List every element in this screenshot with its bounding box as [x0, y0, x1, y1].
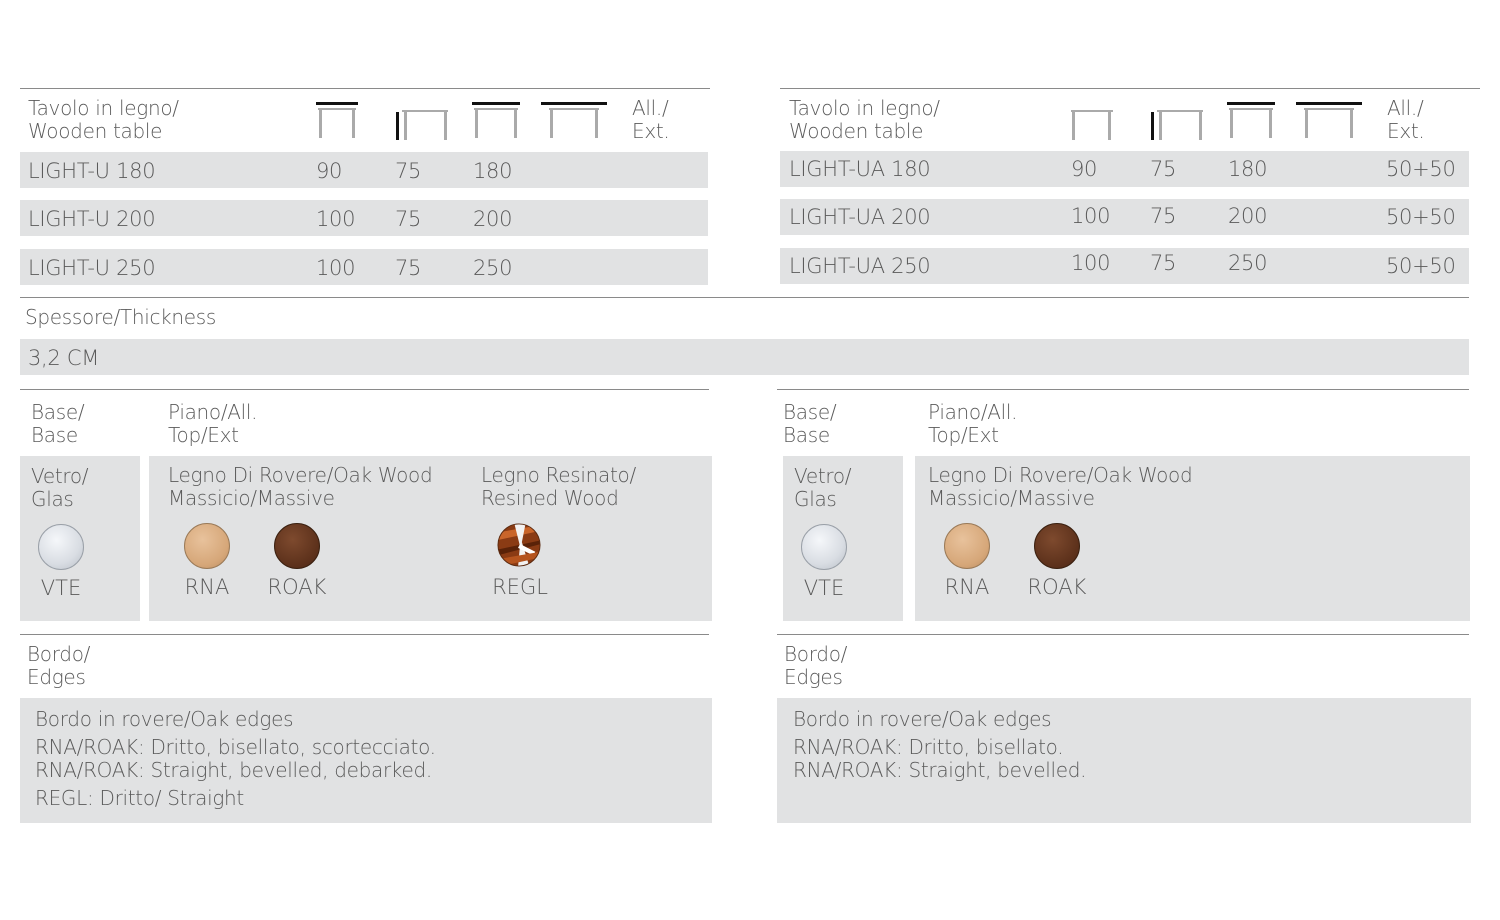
leg-value: 75 — [395, 207, 422, 231]
glass-swatch[interactable] — [38, 524, 84, 570]
model-name: LIGHT-U 250 — [28, 256, 156, 280]
base-material-label: Vetro/ Glas — [794, 464, 852, 511]
left-table-top-rule — [20, 88, 710, 89]
left-finishes-rule — [20, 389, 709, 390]
height-value: 90 — [1071, 157, 1098, 181]
edges-line: RNA/ROAK: Dritto, bisellato. — [793, 735, 1064, 759]
oak-wood-group-label: Legno Di Rovere/Oak Wood Massicio/Massive — [928, 463, 1193, 510]
edges-line: RNA/ROAK: Straight, bevelled, debarked. — [35, 758, 432, 782]
length-value: 200 — [1228, 204, 1268, 228]
left-table-header: Tavolo in legno/ Wooden table — [28, 96, 179, 143]
model-name: LIGHT-UA 250 — [789, 254, 931, 278]
top-label: Piano/All. Top/Ext — [928, 400, 1018, 447]
model-name: LIGHT-U 180 — [28, 159, 156, 183]
length-value: 250 — [1228, 251, 1268, 275]
leg-value: 75 — [1150, 204, 1177, 228]
leg-value: 75 — [1150, 251, 1177, 275]
edges-line: REGL: Dritto/ Straight — [35, 786, 244, 810]
table-frame-icon — [1071, 108, 1113, 140]
thickness-label: Spessore/Thickness — [25, 305, 217, 329]
swatch-code: REGL — [492, 575, 548, 599]
length-value: 180 — [473, 159, 513, 183]
ext-value: 50+50 — [1386, 157, 1456, 181]
top-label: Piano/All. Top/Ext — [168, 400, 258, 447]
edges-line: RNA/ROAK: Straight, bevelled. — [793, 758, 1087, 782]
right-table-top-rule — [780, 88, 1480, 89]
table-height-with-leg-icon — [1151, 108, 1205, 140]
right-finishes-rule — [777, 389, 1469, 390]
right-table-header: Tavolo in legno/ Wooden table — [789, 96, 940, 143]
swatch-code: RNA — [944, 575, 990, 599]
edges-label: Bordo/ Edges — [784, 642, 848, 689]
swatch-code: ROAK — [1027, 575, 1087, 599]
table-length-icon — [1227, 102, 1275, 140]
height-value: 100 — [316, 207, 356, 231]
base-label: Base/ Base — [783, 400, 837, 447]
ext-value: 50+50 — [1386, 205, 1456, 229]
height-value: 100 — [1071, 204, 1111, 228]
roak-swatch[interactable] — [274, 523, 320, 569]
base-label: Base/ Base — [31, 400, 85, 447]
right-table-ext-header: All./ Ext. — [1387, 96, 1425, 143]
swatch-code: VTE — [803, 576, 845, 600]
table-width-icon — [541, 102, 607, 140]
swatch-code: ROAK — [267, 575, 327, 599]
left-edges-rule — [20, 634, 709, 635]
resined-wood-group-label: Legno Resinato/ Resined Wood — [481, 463, 636, 510]
thickness-bar — [20, 339, 1469, 375]
ext-value: 50+50 — [1386, 254, 1456, 278]
edges-title: Bordo in rovere/Oak edges — [35, 707, 294, 731]
table-length-icon — [472, 102, 520, 140]
base-material-label: Vetro/ Glas — [31, 464, 89, 511]
thickness-rule — [20, 297, 1469, 298]
table-height-icon — [316, 102, 358, 140]
model-name: LIGHT-UA 200 — [789, 205, 931, 229]
table-width-icon — [1296, 102, 1362, 140]
glass-swatch[interactable] — [801, 524, 847, 570]
edges-title: Bordo in rovere/Oak edges — [793, 707, 1052, 731]
model-name: LIGHT-UA 180 — [789, 157, 931, 181]
length-value: 180 — [1228, 157, 1268, 181]
height-value: 90 — [316, 159, 343, 183]
roak-swatch[interactable] — [1034, 523, 1080, 569]
model-name: LIGHT-U 200 — [28, 207, 156, 231]
thickness-value: 3,2 CM — [28, 346, 100, 370]
oak-wood-group-label: Legno Di Rovere/Oak Wood Massicio/Massive — [168, 463, 433, 510]
table-height-with-leg-icon — [396, 108, 450, 140]
height-value: 100 — [316, 256, 356, 280]
leg-value: 75 — [395, 256, 422, 280]
rna-swatch[interactable] — [944, 523, 990, 569]
left-table-ext-header: All./ Ext. — [632, 96, 670, 143]
length-value: 250 — [473, 256, 513, 280]
rna-swatch[interactable] — [184, 523, 230, 569]
height-value: 100 — [1071, 251, 1111, 275]
length-value: 200 — [473, 207, 513, 231]
swatch-code: VTE — [40, 576, 82, 600]
right-edges-rule — [777, 634, 1469, 635]
leg-value: 75 — [395, 159, 422, 183]
edges-label: Bordo/ Edges — [27, 642, 91, 689]
edges-line: RNA/ROAK: Dritto, bisellato, scortecciato. — [35, 735, 436, 759]
regl-swatch[interactable] — [497, 523, 541, 567]
swatch-code: RNA — [184, 575, 230, 599]
leg-value: 75 — [1150, 157, 1177, 181]
